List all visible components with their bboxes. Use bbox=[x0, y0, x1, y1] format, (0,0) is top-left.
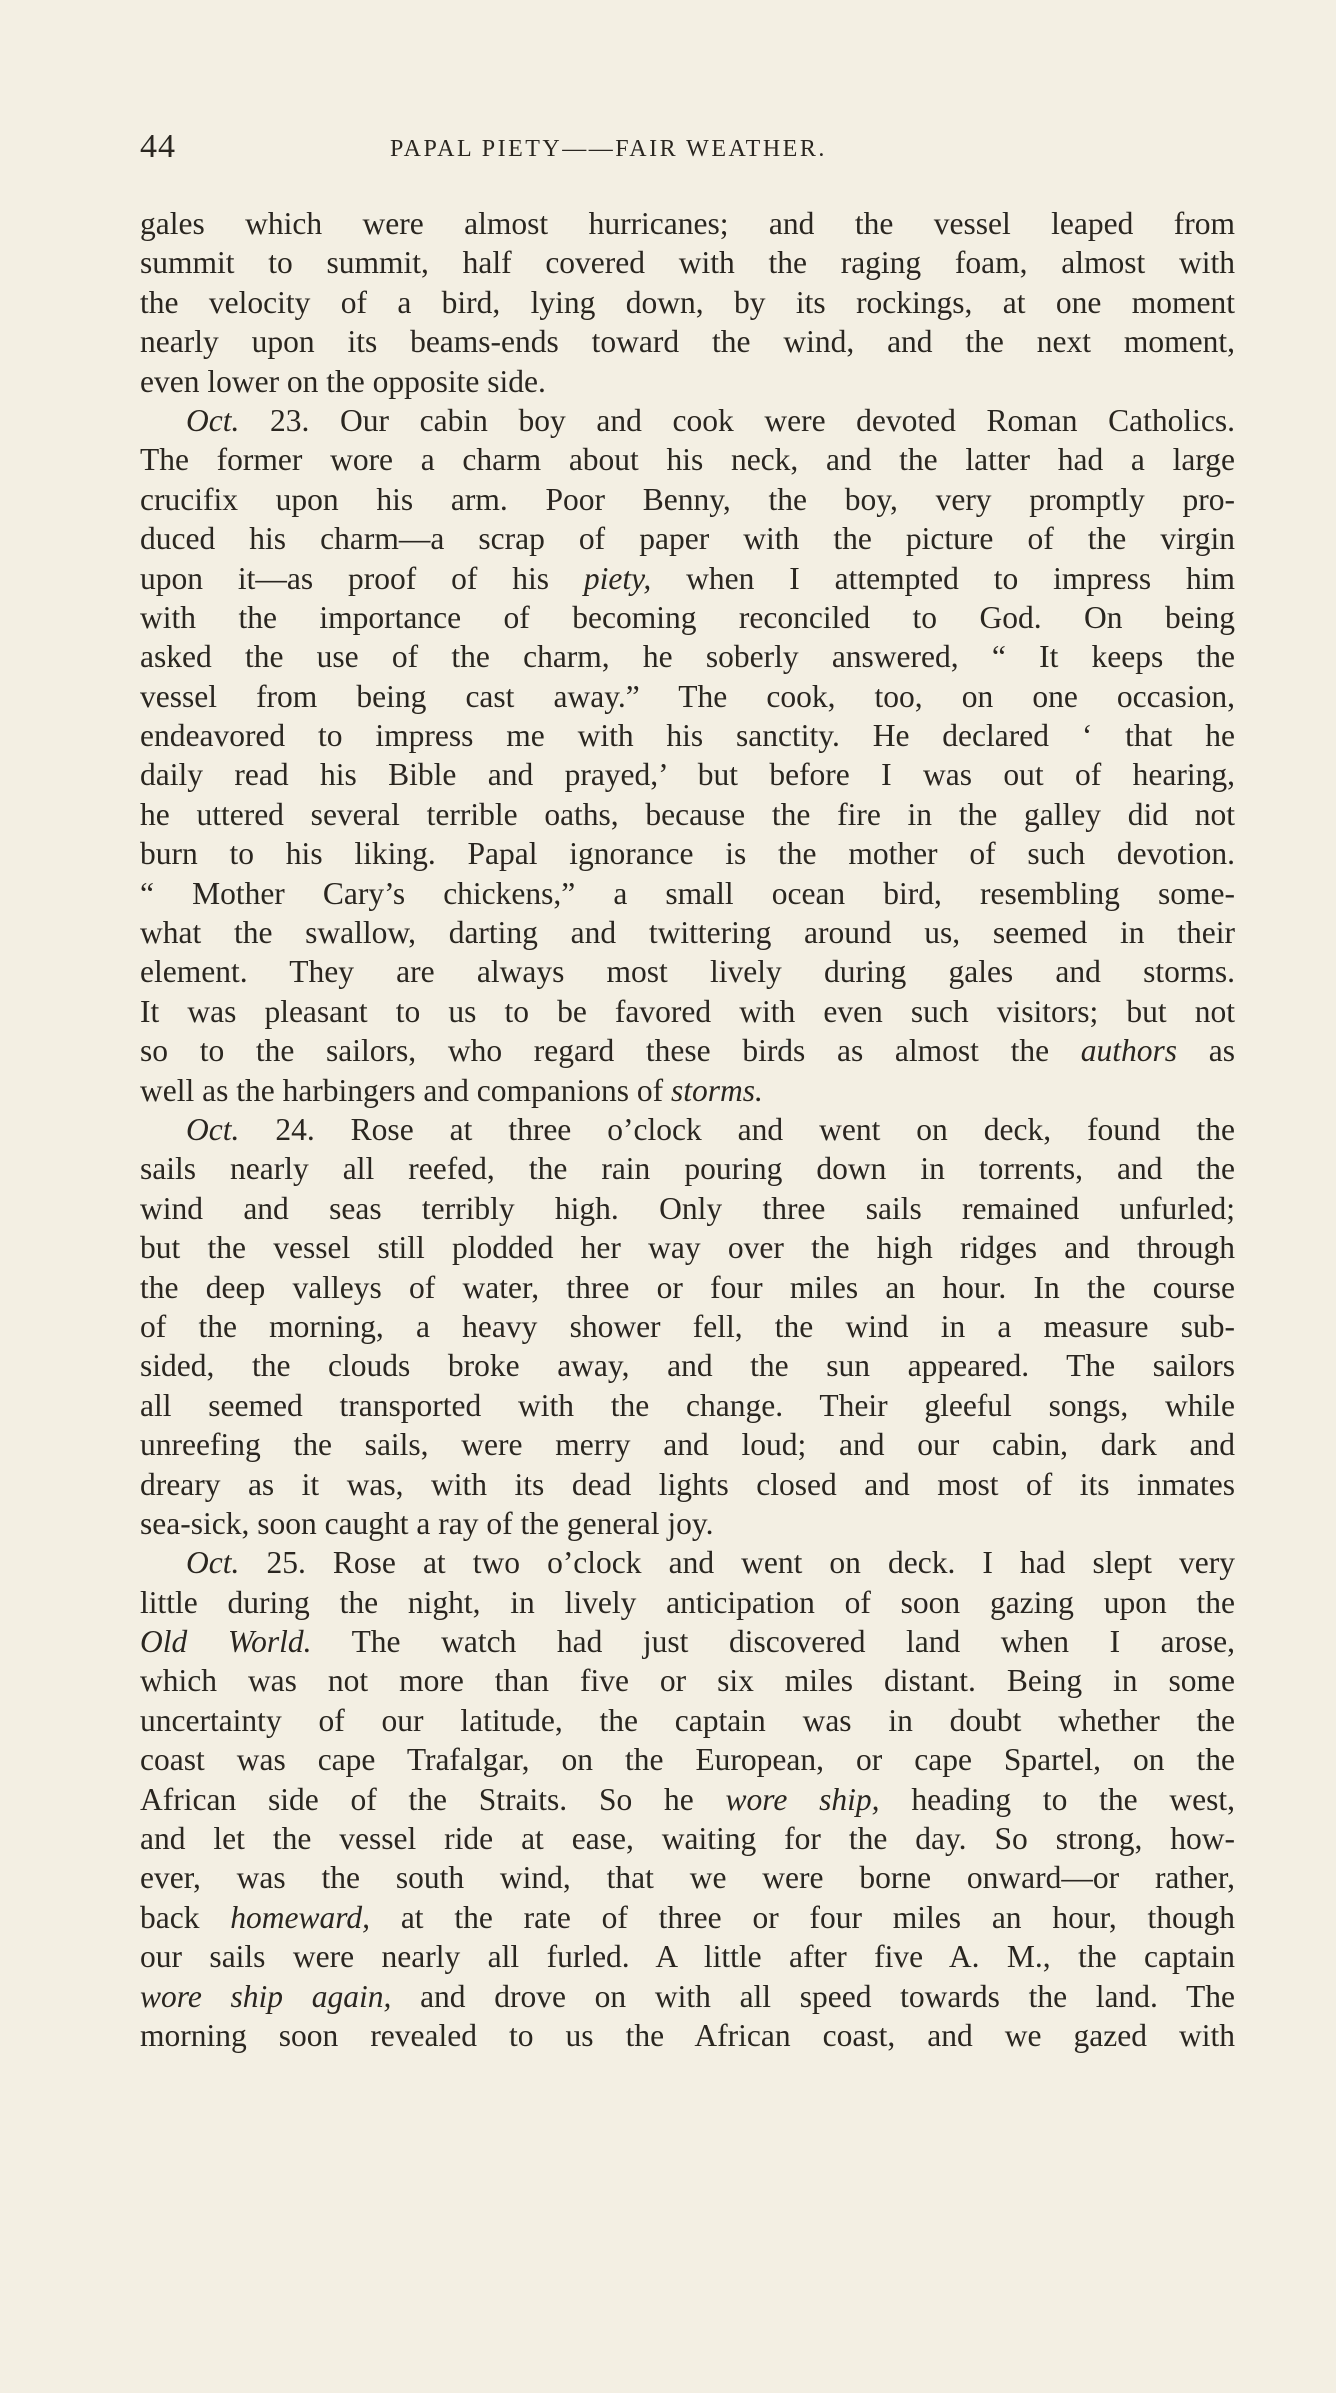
line-text: as bbox=[1208, 1033, 1235, 1069]
text-line bbox=[140, 1622, 1235, 1661]
text-line: sails nearly all reefed, the rain pouring down in torrents, and the bbox=[140, 1151, 1235, 1187]
text-line bbox=[140, 1071, 1235, 1110]
text-line: vessel from being cast away.” The cook, too, on one occasion, bbox=[140, 678, 1235, 714]
date-day: 25. bbox=[266, 1545, 306, 1581]
text-line: uncertainty of our latitude, the captain was in doubt whether the bbox=[140, 1702, 1235, 1738]
line-text: heading to the west, bbox=[911, 1781, 1236, 1817]
page-number: 44 bbox=[140, 128, 176, 165]
text-line: the deep valleys of water, three or four miles an hour. In the course bbox=[140, 1269, 1235, 1305]
text-line: “ Mother Cary’s chickens,” a small ocean bird, resembling some- bbox=[140, 875, 1235, 911]
text-line bbox=[140, 1543, 1235, 1582]
text-line: he uttered several terrible oaths, because the fire in the galley did not bbox=[140, 796, 1235, 832]
italic-word: piety, bbox=[583, 560, 652, 596]
page-header bbox=[140, 128, 1240, 178]
italic-word: storms. bbox=[670, 1072, 763, 1108]
line-text: when I attempted to impress him bbox=[686, 560, 1235, 596]
text-line: duced his charm—a scrap of paper with the picture of the virgin bbox=[140, 521, 1235, 557]
italic-word: homeward, bbox=[230, 1899, 370, 1935]
line-text: The watch had just discovered land when I arose, bbox=[351, 1624, 1235, 1660]
text-line: but the vessel still plodded her way over the high ridges and through bbox=[140, 1230, 1235, 1266]
italic-word: wore ship, bbox=[725, 1781, 880, 1817]
text-line: with the importance of becoming reconciled to God. On being bbox=[140, 599, 1235, 635]
text-line: unreefing the sails, were merry and loud; and our cabin, dark and bbox=[140, 1427, 1235, 1463]
text-line: the velocity of a bird, lying down, by its rockings, at one moment bbox=[140, 284, 1235, 320]
text-line: crucifix upon his arm. Poor Benny, the boy, very promptly pro- bbox=[140, 481, 1235, 517]
line-text: Rose at two o’clock and went on deck. I had slept very bbox=[332, 1545, 1236, 1581]
text-line: and let the vessel ride at ease, waiting for the day. So strong, how- bbox=[140, 1821, 1235, 1857]
text-line: coast was cape Trafalgar, on the European, or cape Spartel, on the bbox=[140, 1742, 1235, 1778]
text-line: daily read his Bible and prayed,’ but before I was out of hearing, bbox=[140, 757, 1235, 793]
date-day: 24. bbox=[275, 1111, 315, 1147]
text-line: what the swallow, darting and twittering around us, seemed in their bbox=[140, 915, 1235, 951]
text-line: which was not more than five or six miles distant. Being in some bbox=[140, 1663, 1235, 1699]
text-line bbox=[140, 559, 1235, 598]
running-head: PAPAL PIETY——FAIR WEATHER. bbox=[390, 136, 827, 162]
text-line: burn to his liking. Papal ignorance is the mother of such devotion. bbox=[140, 836, 1235, 872]
text-line bbox=[140, 1898, 1235, 1937]
text-line: gales which were almost hurricanes; and the vessel leaped from bbox=[140, 206, 1235, 241]
date-oct: Oct. bbox=[186, 1545, 240, 1581]
text-line: all seemed transported with the change. Their gleeful songs, while bbox=[140, 1387, 1235, 1423]
text-line: of the morning, a heavy shower fell, the wind in a measure sub- bbox=[140, 1308, 1235, 1344]
line-text: at the rate of three or four miles an hour, though bbox=[400, 1899, 1236, 1935]
text-line: even lower on the opposite side. bbox=[140, 363, 546, 399]
italic-word: Old World. bbox=[140, 1624, 312, 1660]
date-oct: Oct. bbox=[186, 1111, 240, 1147]
line-text: Rose at three o’clock and went on deck, found the bbox=[350, 1111, 1236, 1147]
text-line bbox=[140, 401, 1235, 440]
text-line: ever, was the south wind, that we were borne onward—or rather, bbox=[140, 1860, 1235, 1896]
date-day: 23. bbox=[270, 402, 310, 438]
line-text: back bbox=[140, 1899, 200, 1935]
date-oct: Oct. bbox=[186, 402, 240, 438]
line-text: so to the sailors, who regard these birds as almost the bbox=[140, 1033, 1050, 1069]
text-line: wind and seas terribly high. Only three sails remained unfurled; bbox=[140, 1190, 1235, 1226]
line-text: and drove on with all speed towards the land. The bbox=[420, 1978, 1236, 2014]
text-line bbox=[140, 1110, 1235, 1149]
text-line: sea-sick, soon caught a ray of the general joy. bbox=[140, 1505, 714, 1541]
text-line bbox=[140, 1977, 1235, 2016]
text-line: morning soon revealed to us the African coast, and we gazed with bbox=[140, 2017, 1235, 2053]
body-text bbox=[140, 204, 1235, 2055]
text-line bbox=[140, 1031, 1235, 1070]
text-line: our sails were nearly all furled. A little after five A. M., the captain bbox=[140, 1939, 1235, 1975]
line-text: Our cabin boy and cook were devoted Roman Catholics. bbox=[340, 402, 1236, 438]
text-line bbox=[140, 1780, 1235, 1819]
text-line: element. They are always most lively during gales and storms. bbox=[140, 954, 1235, 990]
text-line: nearly upon its beams-ends toward the wind, and the next moment, bbox=[140, 324, 1235, 360]
text-line: dreary as it was, with its dead lights closed and most of its inmates bbox=[140, 1466, 1235, 1502]
line-text: African side of the Straits. So he bbox=[140, 1781, 694, 1817]
line-text: well as the harbingers and companions of bbox=[140, 1072, 664, 1108]
text-line: It was pleasant to us to be favored with even such visitors; but not bbox=[140, 993, 1235, 1029]
text-line: sided, the clouds broke away, and the sun appeared. The sailors bbox=[140, 1348, 1235, 1384]
line-text: upon it—as proof of his bbox=[140, 560, 550, 596]
italic-word: wore ship again, bbox=[140, 1978, 392, 2014]
italic-word: authors bbox=[1080, 1033, 1178, 1069]
text-line: endeavored to impress me with his sanctity. He declared ‘ that he bbox=[140, 718, 1235, 754]
text-line: asked the use of the charm, he soberly answered, “ It keeps the bbox=[140, 639, 1235, 675]
text-line: summit to summit, half covered with the raging foam, almost with bbox=[140, 245, 1235, 281]
text-line: little during the night, in lively anticipation of soon gazing upon the bbox=[140, 1584, 1235, 1620]
text-line: The former wore a charm about his neck, and the latter had a large bbox=[140, 442, 1235, 478]
